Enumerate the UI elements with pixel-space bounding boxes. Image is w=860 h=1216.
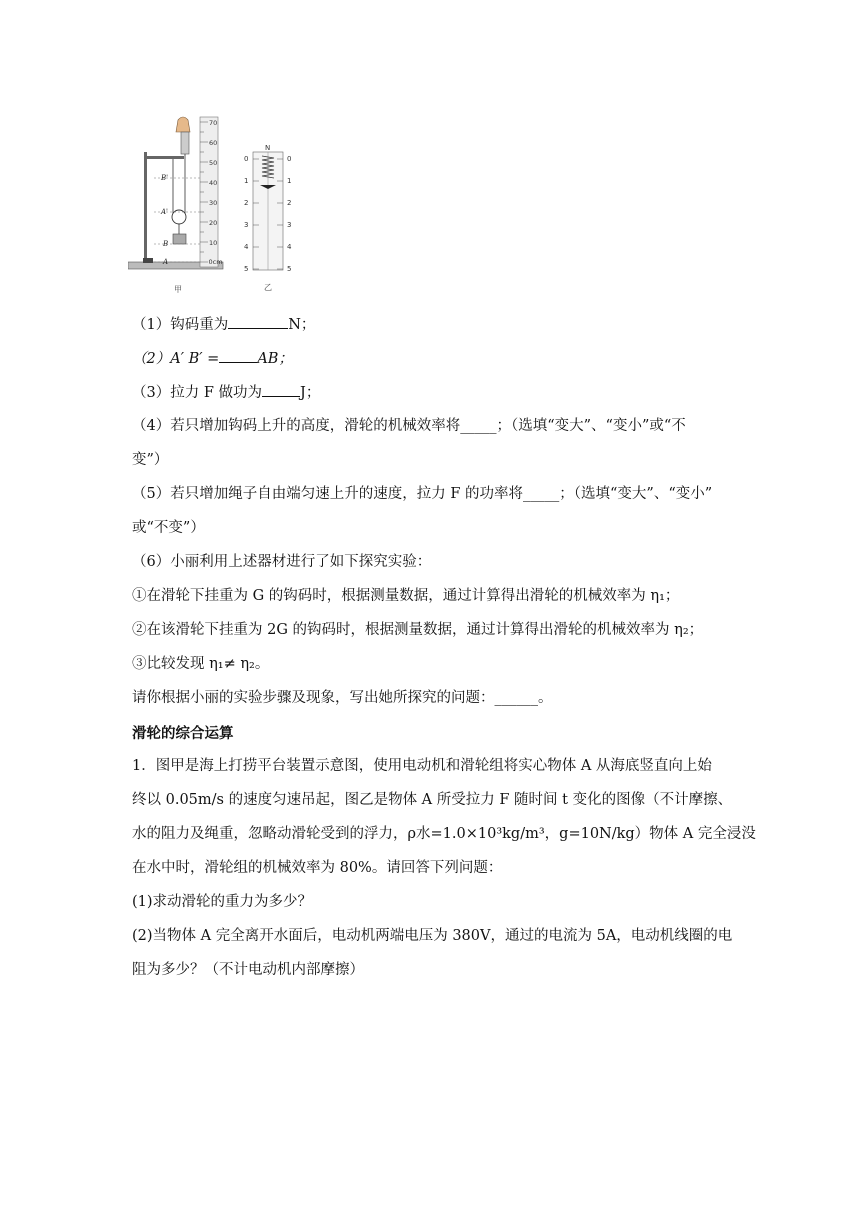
- scale-tick-2: 2: [244, 199, 249, 207]
- question-2-tail: AB；: [257, 351, 293, 367]
- ruler-tick-50: 50: [209, 159, 218, 167]
- question-1-unit: N；: [288, 317, 316, 333]
- point-label-a: A: [163, 258, 169, 266]
- ruler-unit-label: 0cm: [208, 258, 223, 266]
- answer-blank-1[interactable]: [228, 314, 288, 329]
- scale-tick-4-right: 4: [287, 243, 292, 251]
- question-2: [132, 348, 293, 369]
- scale-tick-1-right: 1: [287, 177, 292, 185]
- point-label-b-prime: B': [161, 174, 169, 182]
- ruler-tick-10: 10: [209, 239, 218, 247]
- question-5-line-2: 或“不变”）: [132, 520, 205, 536]
- question-6-ask: 请你根据小丽的实验步骤及现象，写出她所探究的问题：______。: [132, 690, 553, 706]
- problem-1-line-3: 水的阻力及绳重，忽略动滑轮受到的浮力，ρ水=1.0×10³kg/m³，g=10N/kg）物体 A 完全浸没: [132, 826, 756, 842]
- scale-tick-0-right: 0: [287, 155, 292, 163]
- ruler-tick-60: 60: [209, 139, 218, 147]
- question-1: [132, 314, 315, 335]
- question-6-step-1: ①在滑轮下挂重为 G 的钩码时，根据测量数据，通过计算得出滑轮的机械效率为 η₁；: [132, 588, 680, 604]
- point-label-a-prime: A': [161, 208, 168, 216]
- question-3-unit: J；: [300, 385, 321, 401]
- scale-tick-4: 4: [244, 243, 249, 251]
- figure-left-label: 甲: [174, 285, 182, 294]
- scale-tick-2-right: 2: [287, 199, 292, 207]
- problem-1-sub-1: (1)求动滑轮的重力为多少？: [132, 894, 313, 910]
- scale-tick-5: 5: [244, 265, 249, 273]
- question-4-line-1: （4）若只增加钩码上升的高度，滑轮的机械效率将_____；（选填“变大”、“变小”或“不: [132, 418, 686, 434]
- question-1-text: （1）钩码重为: [132, 317, 229, 333]
- problem-1-sub-2-line-2: 阻为多少？（不计电动机内部摩擦）: [132, 962, 364, 978]
- point-label-b: B: [163, 240, 169, 248]
- question-6-step-3: ③比较发现 η₁≠ η₂。: [132, 656, 270, 672]
- question-4-line-2: 变”）: [132, 452, 169, 468]
- scale-tick-3: 3: [244, 221, 249, 229]
- scale-tick-1: 1: [244, 177, 249, 185]
- scale-tick-3-right: 3: [287, 221, 292, 229]
- ruler-tick-40: 40: [209, 179, 218, 187]
- answer-blank-2[interactable]: [219, 348, 257, 363]
- section-heading: 滑轮的综合运算: [132, 726, 234, 742]
- question-6-step-2: ②在该滑轮下挂重为 2G 的钩码时，根据测量数据，通过计算得出滑轮的机械效率为 η₂；: [132, 622, 704, 638]
- scale-tick-5-right: 5: [287, 265, 292, 273]
- hand-icon: [176, 117, 190, 132]
- problem-1-line-4: 在水中时，滑轮组的机械效率为 80%。请回答下列问题：: [132, 860, 503, 876]
- scale-tick-0: 0: [244, 155, 249, 163]
- question-3: [132, 382, 320, 403]
- problem-1-line-1: 1．图甲是海上打捞平台装置示意图，使用电动机和滑轮组将实心物体 A 从海底竖直向上始: [132, 758, 712, 774]
- question-5-line-1: （5）若只增加绳子自由端匀速上升的速度，拉力 F 的功率将_____；（选填“变大”、“变小”: [132, 486, 713, 502]
- hook-weight-icon: [173, 234, 186, 244]
- pulley-experiment-figure: [128, 112, 308, 297]
- figure-right-label: 乙: [264, 283, 272, 292]
- problem-1-line-2: 终以 0.05m/s 的速度匀速吊起，图乙是物体 A 所受拉力 F 随时间 t 变化的图像（不计摩擦、: [132, 792, 733, 808]
- scale-unit-label: N: [265, 144, 271, 152]
- question-2-text: （2）A′ B′ =: [132, 351, 220, 367]
- problem-1-sub-2-line-1: (2)当物体 A 完全离开水面后，电动机两端电压为 380V，通过的电流为 5A，电动机线圈的电: [132, 928, 733, 944]
- ruler-tick-70: 70: [209, 119, 218, 127]
- question-3-text: （3）拉力 F 做功为: [132, 385, 263, 401]
- question-6-intro: （6）小丽利用上述器材进行了如下探究实验：: [132, 554, 432, 570]
- answer-blank-3[interactable]: [262, 382, 300, 397]
- ruler-tick-30: 30: [209, 199, 218, 207]
- ruler-tick-20: 20: [209, 219, 218, 227]
